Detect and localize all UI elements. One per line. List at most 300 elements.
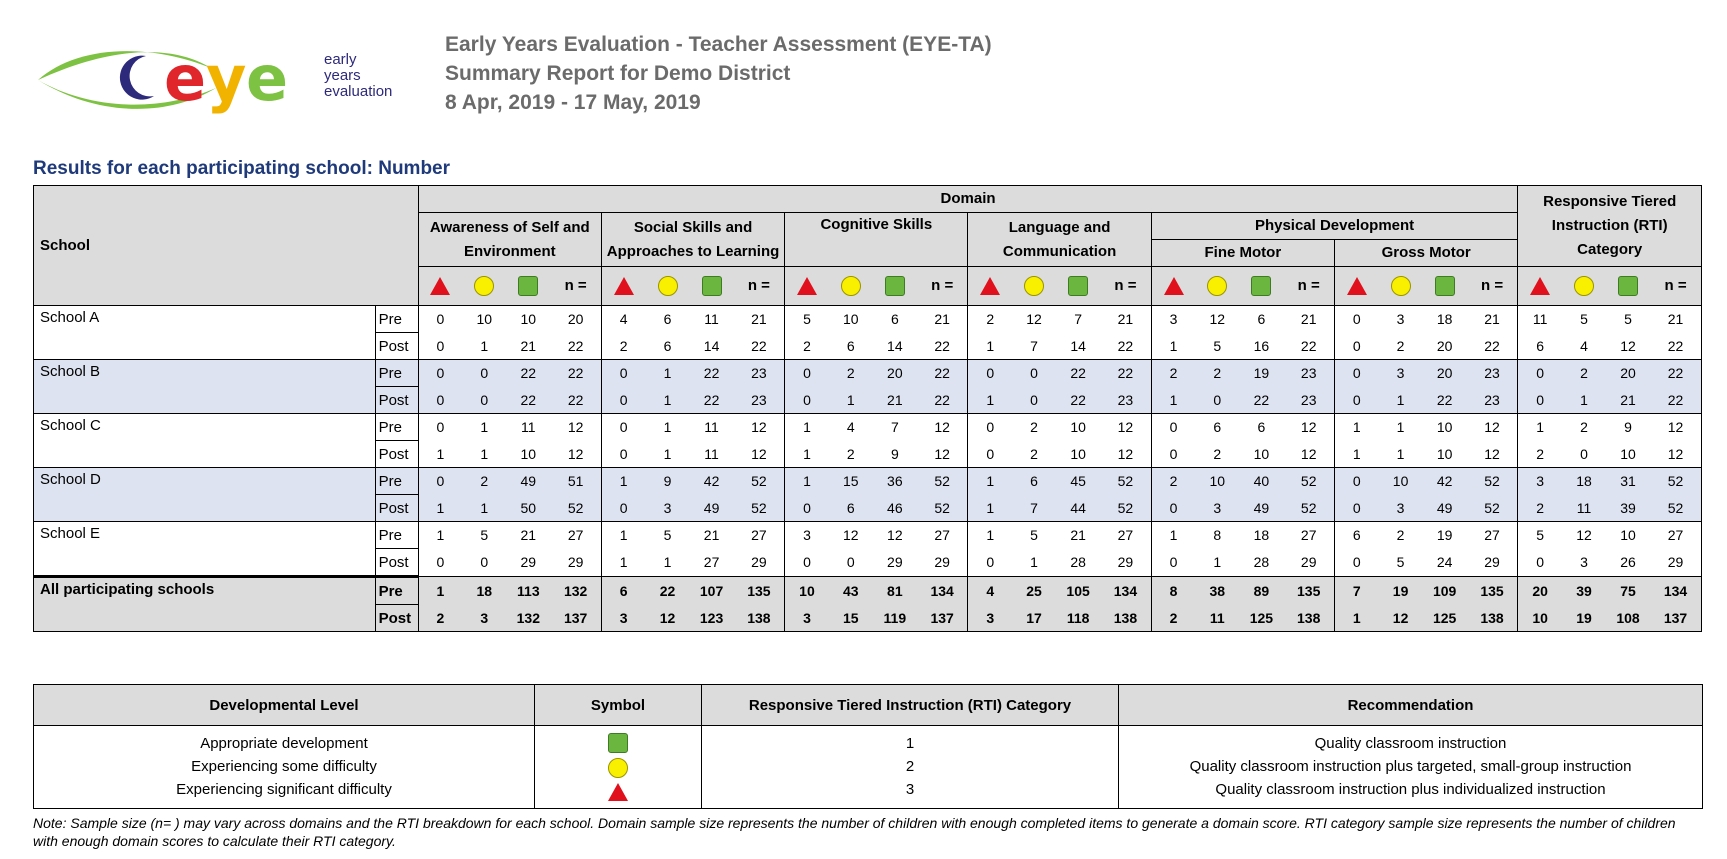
cognitive-cell: 6 xyxy=(829,495,873,522)
rti-cell: 3 xyxy=(1518,468,1562,495)
legend-level-2: Experiencing some difficulty xyxy=(191,758,377,775)
awareness-cell: 52 xyxy=(550,495,601,522)
language-cell: 7 xyxy=(1012,495,1056,522)
cognitive-cell: 7 xyxy=(873,414,917,441)
cognitive-cell: 14 xyxy=(873,333,917,360)
language-yellow-header xyxy=(1012,267,1056,306)
social-cell: 1 xyxy=(645,414,689,441)
rti-cell: 22 xyxy=(1650,333,1701,360)
red-triangle-icon xyxy=(1164,277,1184,295)
awareness-cell: 51 xyxy=(550,468,601,495)
gross-motor-cell: 6 xyxy=(1334,522,1378,549)
green-square-icon xyxy=(518,276,538,296)
gross-motor-cell: 125 xyxy=(1423,605,1467,632)
fine-motor-cell: 0 xyxy=(1195,387,1239,414)
gross-motor-cell: 42 xyxy=(1423,468,1467,495)
red-triangle-icon xyxy=(614,277,634,295)
rti-cell: 134 xyxy=(1650,577,1701,605)
language-cell: 14 xyxy=(1056,333,1100,360)
fine-motor-cell: 0 xyxy=(1151,549,1195,577)
legend-header-category: Responsive Tiered Instruction (RTI) Category xyxy=(702,685,1119,726)
gross-motor-cell: 7 xyxy=(1334,577,1378,605)
cognitive-cell: 12 xyxy=(873,522,917,549)
legend-symbols xyxy=(535,726,702,809)
gross-motor-red-header xyxy=(1334,267,1378,306)
results-table xyxy=(33,185,1702,632)
awareness-cell: 27 xyxy=(550,522,601,549)
awareness-cell: 22 xyxy=(506,387,550,414)
social-cell: 107 xyxy=(690,577,734,605)
phase-label: Post xyxy=(375,333,418,360)
cognitive-cell: 4 xyxy=(829,414,873,441)
awareness-cell: 0 xyxy=(418,306,462,333)
cognitive-n-header: n = xyxy=(917,267,968,306)
gross-motor-cell: 23 xyxy=(1467,360,1518,387)
rti-cell: 0 xyxy=(1518,387,1562,414)
gross-motor-cell: 23 xyxy=(1467,387,1518,414)
cognitive-cell: 22 xyxy=(917,387,968,414)
social-cell: 6 xyxy=(601,577,645,605)
cognitive-cell: 0 xyxy=(785,387,829,414)
rti-cell: 75 xyxy=(1606,577,1650,605)
eye-logo-graphic xyxy=(36,38,336,122)
yellow-circle-icon xyxy=(658,276,678,296)
social-cell: 123 xyxy=(690,605,734,632)
domain-awareness-line-1: Awareness of Self and xyxy=(429,218,590,236)
rti-cell: 31 xyxy=(1606,468,1650,495)
gross-motor-cell: 22 xyxy=(1467,333,1518,360)
awareness-cell: 1 xyxy=(418,441,462,468)
cognitive-cell: 2 xyxy=(829,441,873,468)
language-cell: 2 xyxy=(968,306,1012,333)
social-cell: 52 xyxy=(734,468,785,495)
language-cell: 4 xyxy=(968,577,1012,605)
rti-cell: 10 xyxy=(1518,605,1562,632)
fine-motor-cell: 2 xyxy=(1195,360,1239,387)
cognitive-cell: 12 xyxy=(917,441,968,468)
cognitive-cell: 0 xyxy=(829,549,873,577)
rti-cell: 0 xyxy=(1562,441,1606,468)
phase-label: Pre xyxy=(375,522,418,549)
green-square-icon xyxy=(608,733,628,753)
domain-language-line-2: Communication xyxy=(1002,242,1117,260)
language-red-header xyxy=(968,267,1012,306)
legend-header-recommendation: Recommendation xyxy=(1119,685,1703,726)
legend-category-1: 1 xyxy=(905,735,915,752)
green-square-icon xyxy=(885,276,905,296)
awareness-cell: 0 xyxy=(462,387,506,414)
awareness-cell: 1 xyxy=(418,522,462,549)
gross-motor-cell: 1 xyxy=(1379,414,1423,441)
cognitive-cell: 15 xyxy=(829,605,873,632)
language-cell: 10 xyxy=(1056,414,1100,441)
gross-motor-green-header xyxy=(1423,267,1467,306)
rti-cell: 1 xyxy=(1518,414,1562,441)
yellow-circle-icon xyxy=(608,758,628,778)
fine-motor-cell: 1 xyxy=(1195,549,1239,577)
social-cell: 23 xyxy=(734,387,785,414)
legend-table xyxy=(33,684,1703,809)
gross-motor-cell: 49 xyxy=(1423,495,1467,522)
rti-red-header xyxy=(1518,267,1562,306)
social-cell: 1 xyxy=(645,387,689,414)
gross-motor-cell: 24 xyxy=(1423,549,1467,577)
fine-motor-cell: 22 xyxy=(1283,333,1334,360)
phase-label: Pre xyxy=(375,414,418,441)
fine-motor-cell: 12 xyxy=(1283,441,1334,468)
gross-motor-cell: 109 xyxy=(1423,577,1467,605)
language-green-header xyxy=(1056,267,1100,306)
phase-label: Pre xyxy=(375,360,418,387)
awareness-cell: 1 xyxy=(418,577,462,605)
rti-cell: 5 xyxy=(1518,522,1562,549)
report-dates: 8 Apr, 2019 - 17 May, 2019 xyxy=(445,91,701,114)
language-n-header: n = xyxy=(1100,267,1151,306)
rti-cell: 12 xyxy=(1650,441,1701,468)
awareness-cell: 21 xyxy=(506,522,550,549)
cognitive-cell: 46 xyxy=(873,495,917,522)
red-triangle-icon xyxy=(430,277,450,295)
yellow-circle-icon xyxy=(1574,276,1594,296)
social-cell: 135 xyxy=(734,577,785,605)
awareness-cell: 1 xyxy=(462,414,506,441)
rti-cell: 29 xyxy=(1650,549,1701,577)
fine-motor-cell: 22 xyxy=(1239,387,1283,414)
fine-motor-cell: 18 xyxy=(1239,522,1283,549)
gross-motor-cell: 0 xyxy=(1334,333,1378,360)
green-square-icon xyxy=(1618,276,1638,296)
social-cell: 12 xyxy=(734,441,785,468)
legend-level-1: Appropriate development xyxy=(200,735,368,752)
yellow-circle-icon xyxy=(1024,276,1044,296)
language-cell: 1 xyxy=(968,333,1012,360)
awareness-cell: 132 xyxy=(506,605,550,632)
fine-motor-cell: 52 xyxy=(1283,495,1334,522)
social-cell: 12 xyxy=(734,414,785,441)
cognitive-cell: 119 xyxy=(873,605,917,632)
rti-cell: 21 xyxy=(1650,306,1701,333)
gross-motor-cell: 0 xyxy=(1334,495,1378,522)
social-cell: 3 xyxy=(601,605,645,632)
social-cell: 0 xyxy=(601,441,645,468)
awareness-cell: 0 xyxy=(418,360,462,387)
awareness-cell: 10 xyxy=(462,306,506,333)
gross-motor-n-header: n = xyxy=(1467,267,1518,306)
fine-motor-yellow-header xyxy=(1195,267,1239,306)
rti-cell: 4 xyxy=(1562,333,1606,360)
rti-cell: 27 xyxy=(1650,522,1701,549)
cognitive-cell: 134 xyxy=(917,577,968,605)
language-cell: 22 xyxy=(1056,387,1100,414)
fine-motor-cell: 8 xyxy=(1195,522,1239,549)
gross-motor-cell: 27 xyxy=(1467,522,1518,549)
language-cell: 27 xyxy=(1100,522,1151,549)
awareness-cell: 0 xyxy=(462,360,506,387)
gross-motor-cell: 0 xyxy=(1334,360,1378,387)
language-cell: 21 xyxy=(1056,522,1100,549)
rti-cell: 12 xyxy=(1606,333,1650,360)
social-cell: 22 xyxy=(734,333,785,360)
rti-cell: 137 xyxy=(1650,605,1701,632)
language-cell: 1 xyxy=(968,495,1012,522)
fine-motor-cell: 2 xyxy=(1151,468,1195,495)
legend-recommendation-1: Quality classroom instruction xyxy=(1314,735,1507,752)
language-cell: 29 xyxy=(1100,549,1151,577)
social-cell: 11 xyxy=(690,306,734,333)
social-yellow-header xyxy=(645,267,689,306)
gross-motor-cell: 19 xyxy=(1379,577,1423,605)
cognitive-cell: 9 xyxy=(873,441,917,468)
phase-label: Post xyxy=(375,387,418,414)
awareness-cell: 2 xyxy=(462,468,506,495)
social-cell: 52 xyxy=(734,495,785,522)
gross-motor-cell: 21 xyxy=(1467,306,1518,333)
social-cell: 22 xyxy=(690,387,734,414)
awareness-yellow-header xyxy=(462,267,506,306)
language-cell: 5 xyxy=(1012,522,1056,549)
social-cell: 4 xyxy=(601,306,645,333)
social-cell: 1 xyxy=(645,360,689,387)
awareness-cell: 132 xyxy=(550,577,601,605)
awareness-cell: 113 xyxy=(506,577,550,605)
awareness-cell: 22 xyxy=(506,360,550,387)
language-cell: 23 xyxy=(1100,387,1151,414)
fine-motor-cell: 40 xyxy=(1239,468,1283,495)
table-row xyxy=(34,360,1702,387)
social-cell: 21 xyxy=(690,522,734,549)
rti-cell: 21 xyxy=(1606,387,1650,414)
awareness-cell: 0 xyxy=(462,549,506,577)
rti-cell: 52 xyxy=(1650,495,1701,522)
social-cell: 1 xyxy=(601,522,645,549)
awareness-cell: 50 xyxy=(506,495,550,522)
fine-motor-green-header xyxy=(1239,267,1283,306)
awareness-cell: 18 xyxy=(462,577,506,605)
fine-motor-cell: 1 xyxy=(1151,333,1195,360)
red-triangle-icon xyxy=(1530,277,1550,295)
cognitive-cell: 29 xyxy=(917,549,968,577)
gross-motor-cell: 1 xyxy=(1379,441,1423,468)
school-name: School A xyxy=(34,306,376,360)
legend-header-symbol: Symbol xyxy=(535,685,702,726)
language-cell: 6 xyxy=(1012,468,1056,495)
cognitive-cell: 6 xyxy=(829,333,873,360)
language-cell: 52 xyxy=(1100,468,1151,495)
gross-motor-header: Gross Motor xyxy=(1334,240,1517,267)
cognitive-cell: 2 xyxy=(785,333,829,360)
cognitive-cell: 36 xyxy=(873,468,917,495)
gross-motor-cell: 0 xyxy=(1334,468,1378,495)
awareness-cell: 12 xyxy=(550,414,601,441)
social-cell: 6 xyxy=(645,333,689,360)
phase-label: Post xyxy=(375,495,418,522)
fine-motor-cell: 89 xyxy=(1239,577,1283,605)
language-cell: 7 xyxy=(1056,306,1100,333)
language-cell: 12 xyxy=(1100,414,1151,441)
cognitive-cell: 15 xyxy=(829,468,873,495)
table-row xyxy=(34,306,1702,333)
logo-line-3: evaluation xyxy=(324,83,393,100)
report-subtitle: Summary Report for Demo District xyxy=(445,62,791,85)
social-cell: 1 xyxy=(601,468,645,495)
logo-line-1: early xyxy=(324,51,357,68)
legend-header-level: Developmental Level xyxy=(34,685,535,726)
awareness-cell: 0 xyxy=(418,549,462,577)
language-cell: 0 xyxy=(1012,387,1056,414)
fine-motor-cell: 12 xyxy=(1195,306,1239,333)
social-cell: 29 xyxy=(734,549,785,577)
social-cell: 49 xyxy=(690,495,734,522)
awareness-cell: 22 xyxy=(550,360,601,387)
legend-recommendation-3: Quality classroom instruction plus individualized instruction xyxy=(1215,781,1606,798)
fine-motor-cell: 49 xyxy=(1239,495,1283,522)
section-title: Results for each participating school: Number xyxy=(33,158,451,179)
fine-motor-cell: 2 xyxy=(1151,605,1195,632)
gross-motor-cell: 3 xyxy=(1379,360,1423,387)
legend-level-3: Experiencing significant difficulty xyxy=(176,781,392,798)
legend-category-2: 2 xyxy=(905,758,915,775)
social-cell: 0 xyxy=(601,360,645,387)
logo-letter-e2: e xyxy=(246,42,289,115)
social-cell: 9 xyxy=(645,468,689,495)
eye-logo xyxy=(36,38,406,122)
domain-social-header xyxy=(601,213,784,267)
gross-motor-cell: 29 xyxy=(1467,549,1518,577)
domain-social-line-2: Approaches to Learning xyxy=(606,242,780,260)
cognitive-cell: 12 xyxy=(917,414,968,441)
language-cell: 44 xyxy=(1056,495,1100,522)
gross-motor-cell: 10 xyxy=(1423,441,1467,468)
fine-motor-cell: 125 xyxy=(1239,605,1283,632)
rti-cell: 12 xyxy=(1562,522,1606,549)
domain-cognitive-header xyxy=(785,213,968,267)
table-row xyxy=(34,414,1702,441)
legend-recommendation-2: Quality classroom instruction plus targeted, small-group instruction xyxy=(1189,758,1632,775)
green-square-icon xyxy=(702,276,722,296)
fine-motor-cell: 11 xyxy=(1195,605,1239,632)
cognitive-green-header xyxy=(873,267,917,306)
footnote: Note: Sample size (n= ) may vary across domains and the RTI breakdown for each school. Domain sample size represents the number of children with enough completed items to generate a domain score. RTI category sample size represents the number of children with enough domain scores to calculate their RTI category. xyxy=(33,815,1676,849)
fine-motor-cell: 0 xyxy=(1151,441,1195,468)
cognitive-cell: 27 xyxy=(917,522,968,549)
language-cell: 21 xyxy=(1100,306,1151,333)
rti-header-line-3: Category xyxy=(1577,241,1643,258)
rti-green-header xyxy=(1606,267,1650,306)
social-n-header: n = xyxy=(734,267,785,306)
awareness-cell: 49 xyxy=(506,468,550,495)
language-cell: 118 xyxy=(1056,605,1100,632)
gross-motor-cell: 2 xyxy=(1379,333,1423,360)
cognitive-cell: 1 xyxy=(785,441,829,468)
rti-cell: 2 xyxy=(1518,441,1562,468)
phase-label: Post xyxy=(375,605,418,632)
gross-motor-cell: 1 xyxy=(1334,605,1378,632)
rti-cell: 10 xyxy=(1606,522,1650,549)
cognitive-cell: 2 xyxy=(829,360,873,387)
language-cell: 12 xyxy=(1100,441,1151,468)
rti-cell: 2 xyxy=(1518,495,1562,522)
language-cell: 3 xyxy=(968,605,1012,632)
rti-cell: 52 xyxy=(1650,468,1701,495)
cognitive-cell: 3 xyxy=(785,522,829,549)
school-name: School B xyxy=(34,360,376,414)
gross-motor-cell: 12 xyxy=(1467,441,1518,468)
cognitive-cell: 0 xyxy=(785,549,829,577)
social-red-header xyxy=(601,267,645,306)
report-title: Early Years Evaluation - Teacher Assessment (EYE-TA) xyxy=(445,33,992,56)
fine-motor-cell: 12 xyxy=(1283,414,1334,441)
gross-motor-cell: 2 xyxy=(1379,522,1423,549)
gross-motor-cell: 1 xyxy=(1334,441,1378,468)
school-name: School D xyxy=(34,468,376,522)
social-cell: 1 xyxy=(645,441,689,468)
fine-motor-cell: 6 xyxy=(1239,306,1283,333)
social-cell: 0 xyxy=(601,387,645,414)
fine-motor-cell: 23 xyxy=(1283,387,1334,414)
rti-cell: 6 xyxy=(1518,333,1562,360)
gross-motor-cell: 12 xyxy=(1467,414,1518,441)
rti-cell: 0 xyxy=(1518,549,1562,577)
logo-wordmark xyxy=(324,52,392,100)
social-cell: 3 xyxy=(645,495,689,522)
awareness-cell: 29 xyxy=(506,549,550,577)
red-triangle-icon xyxy=(797,277,817,295)
cognitive-cell: 6 xyxy=(873,306,917,333)
fine-motor-cell: 29 xyxy=(1283,549,1334,577)
cognitive-cell: 10 xyxy=(785,577,829,605)
fine-motor-cell: 6 xyxy=(1239,414,1283,441)
language-cell: 12 xyxy=(1012,306,1056,333)
red-triangle-icon xyxy=(980,277,1000,295)
rti-cell: 5 xyxy=(1562,306,1606,333)
social-cell: 22 xyxy=(690,360,734,387)
cognitive-cell: 0 xyxy=(785,360,829,387)
social-cell: 5 xyxy=(645,522,689,549)
rti-cell: 20 xyxy=(1518,577,1562,605)
awareness-cell: 3 xyxy=(462,605,506,632)
rti-cell: 22 xyxy=(1650,360,1701,387)
social-cell: 1 xyxy=(645,549,689,577)
awareness-cell: 10 xyxy=(506,306,550,333)
rti-cell: 20 xyxy=(1606,360,1650,387)
gross-motor-yellow-header xyxy=(1379,267,1423,306)
awareness-cell: 2 xyxy=(418,605,462,632)
cognitive-cell: 20 xyxy=(873,360,917,387)
cognitive-red-header xyxy=(785,267,829,306)
fine-motor-cell: 1 xyxy=(1151,387,1195,414)
awareness-green-header xyxy=(506,267,550,306)
language-cell: 1 xyxy=(968,387,1012,414)
rti-cell: 39 xyxy=(1562,577,1606,605)
cognitive-cell: 52 xyxy=(917,468,968,495)
awareness-cell: 22 xyxy=(550,333,601,360)
awareness-cell: 29 xyxy=(550,549,601,577)
fine-motor-cell: 3 xyxy=(1151,306,1195,333)
phase-label: Pre xyxy=(375,306,418,333)
language-cell: 1 xyxy=(968,522,1012,549)
fine-motor-cell: 10 xyxy=(1239,441,1283,468)
language-cell: 52 xyxy=(1100,495,1151,522)
gross-motor-cell: 1 xyxy=(1334,414,1378,441)
rti-cell: 39 xyxy=(1606,495,1650,522)
fine-motor-cell: 0 xyxy=(1151,414,1195,441)
cognitive-cell: 5 xyxy=(785,306,829,333)
social-cell: 6 xyxy=(645,306,689,333)
cognitive-cell: 43 xyxy=(829,577,873,605)
table-row xyxy=(34,577,1702,605)
awareness-cell: 12 xyxy=(550,441,601,468)
rti-cell: 11 xyxy=(1518,306,1562,333)
